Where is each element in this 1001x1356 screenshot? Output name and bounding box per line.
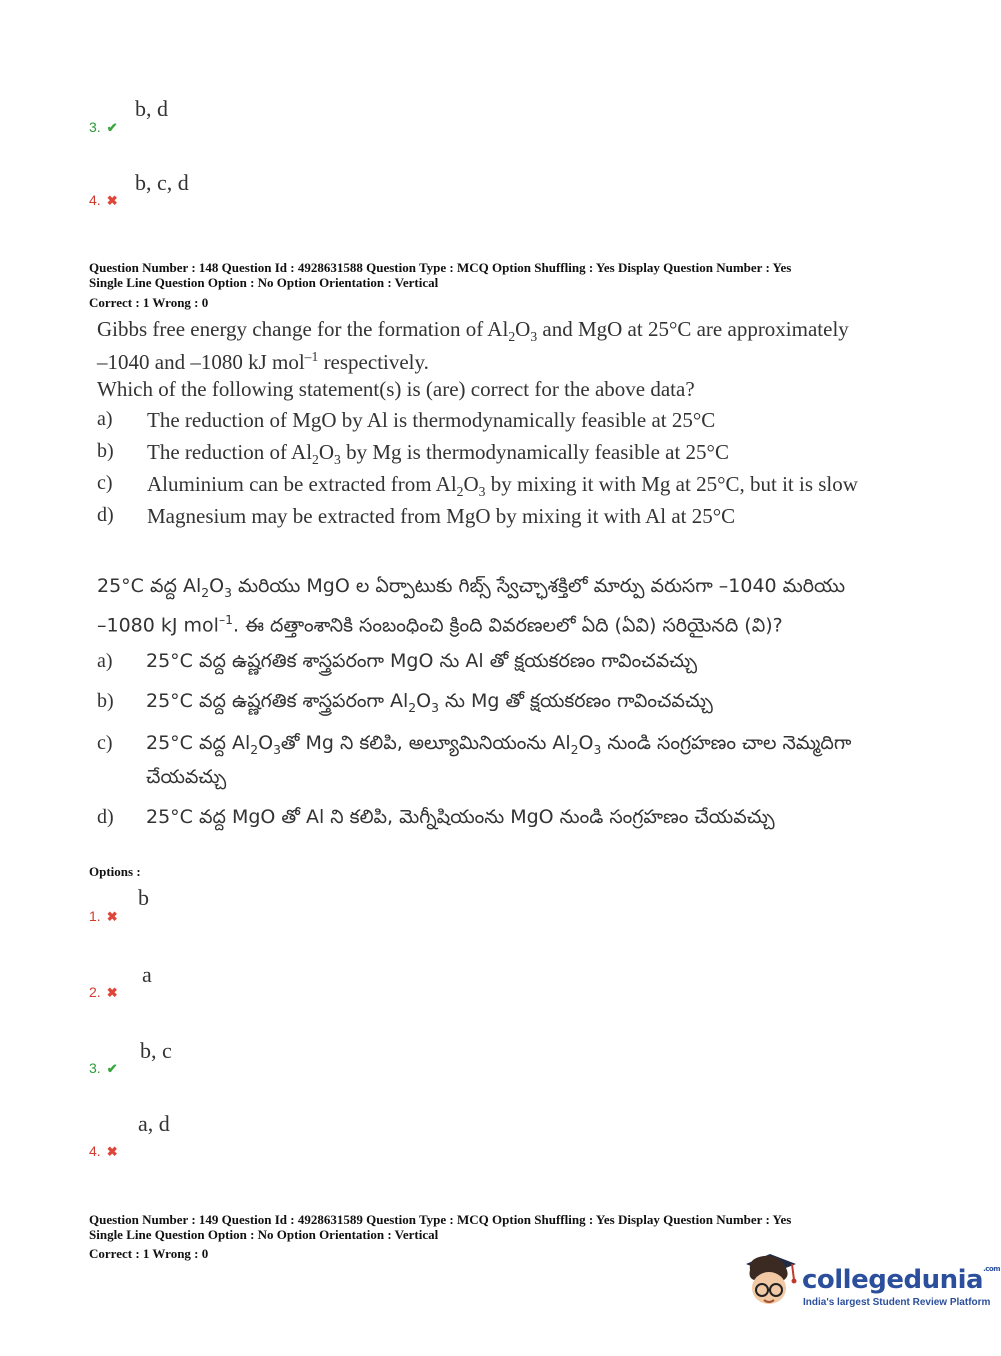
q148-en-question-line2: –1040 and –1080 kJ mol$^{-1}$ respectively. <box>97 349 429 374</box>
option-1-text: b <box>138 885 149 910</box>
te-stmt-b: 25°C వద్ద ఉష్ణగతిక శాస్త్రపరంగా $Al_2O_3$ ను Mg తో క్షయకరణం గావించవచ్చు <box>146 690 713 715</box>
option-3 <box>89 1060 118 1077</box>
collegedunia-mascot-icon <box>740 1250 800 1312</box>
prev-option-4 <box>89 192 118 209</box>
te-stmt-d-label: d) <box>97 806 114 828</box>
cross-icon: ✖ <box>106 909 118 924</box>
te-stmt-a-label: a) <box>97 650 113 672</box>
option-2 <box>89 984 118 1001</box>
check-icon: ✔ <box>106 1061 118 1076</box>
option-2-text: a <box>142 962 152 987</box>
q149-meta-line2: Single Line Question Option : No Option Orientation : Vertical <box>89 1227 439 1242</box>
en-stmt-c-label: c) <box>97 472 113 494</box>
q148-meta-line3: Correct : 1 Wrong : 0 <box>89 295 209 310</box>
option-number: 4. <box>89 1143 101 1159</box>
brand-tagline: India's largest Student Review Platform <box>803 1297 991 1308</box>
q149-meta-line1: Question Number : 149 Question Id : 4928631589 Question Type : MCQ Option Shuffling : Yes Display Question Number : Yes <box>89 1212 792 1227</box>
en-stmt-c: Aluminium can be extracted from $Al_2O_3$ by mixing it with Mg at 25°C, but it is slow <box>147 472 858 500</box>
en-stmt-a-label: a) <box>97 408 113 430</box>
q149-meta-line3: Correct : 1 Wrong : 0 <box>89 1246 209 1261</box>
options-label: Options : <box>89 864 141 879</box>
option-number: 3. <box>89 1060 101 1076</box>
en-stmt-d-label: d) <box>97 504 114 526</box>
option-number: 2. <box>89 984 101 1000</box>
cross-icon: ✖ <box>106 1144 118 1159</box>
q148-te-question-line2: –1080 kJ mol$^{-1}$. ఈ దత్తాంశానికి సంబంధించి క్రింది వివరణలలో ఏది (ఏవి) సరియైనది (వి)? <box>97 613 783 637</box>
prev-option-4-text: b, c, d <box>135 170 189 195</box>
en-stmt-b-label: b) <box>97 440 114 462</box>
prev-option-3-text: b, d <box>135 96 168 121</box>
q148-en-question-line1: Gibbs free energy change for the formation of $Al_2O_3$ and MgO at 25°C are approximately <box>97 317 849 345</box>
option-1 <box>89 908 118 925</box>
option-number: 3. <box>89 119 101 135</box>
q148-en-question-line3: Which of the following statement(s) is (are) correct for the above data? <box>97 377 695 401</box>
en-stmt-b: The reduction of $Al_2O_3$ by Mg is thermodynamically feasible at 25°C <box>147 440 729 468</box>
en-stmt-a: The reduction of MgO by Al is thermodynamically feasible at 25°C <box>147 408 716 432</box>
te-stmt-c: 25°C వద్ద $Al_2O_3తో$ Mg ని కలిపి, అల్యూమినియంను $Al_2O_3$ నుండి సంగ్రహణం చాల నెమ్మదిగా <box>146 732 852 757</box>
option-4-text: a, d <box>138 1111 170 1136</box>
cross-icon: ✖ <box>106 193 118 208</box>
q148-te-question-line1: 25°C వద్ద $Al_2O_3$ మరియు MgO ల ఏర్పాటుకు గిబ్స్ స్వేచ్ఛాశక్తిలో మార్పు వరుసగా –1040 మరియు <box>97 575 846 600</box>
option-3-text: b, c <box>140 1038 172 1063</box>
te-stmt-c-label: c) <box>97 732 113 754</box>
en-stmt-d: Magnesium may be extracted from MgO by mixing it with Al at 25°C <box>147 504 736 528</box>
te-stmt-c-line2: చేయవచ్చు <box>146 766 227 788</box>
q148-meta-line1: Question Number : 148 Question Id : 4928631588 Question Type : MCQ Option Shuffling : Yes Display Question Number : Yes <box>89 260 792 275</box>
te-stmt-b-label: b) <box>97 690 114 712</box>
te-stmt-a: 25°C వద్ద ఉష్ణగతిక శాస్త్రపరంగా MgO ను Al తో క్షయకరణం గావించవచ్చు <box>146 650 698 672</box>
q148-meta-line2: Single Line Question Option : No Option Orientation : Vertical <box>89 275 439 290</box>
prev-option-3 <box>89 119 118 136</box>
brand-name: collegedunia$^{.com}$ <box>802 1265 1000 1295</box>
option-4 <box>89 1143 118 1160</box>
cross-icon: ✖ <box>106 985 118 1000</box>
option-number: 4. <box>89 192 101 208</box>
te-stmt-d: 25°C వద్ద MgO తో Al ని కలిపి, మెగ్నీషియంను MgO నుండి సంగ్రహణం చేయవచ్చు <box>146 806 775 828</box>
option-number: 1. <box>89 908 101 924</box>
check-icon: ✔ <box>106 120 118 135</box>
